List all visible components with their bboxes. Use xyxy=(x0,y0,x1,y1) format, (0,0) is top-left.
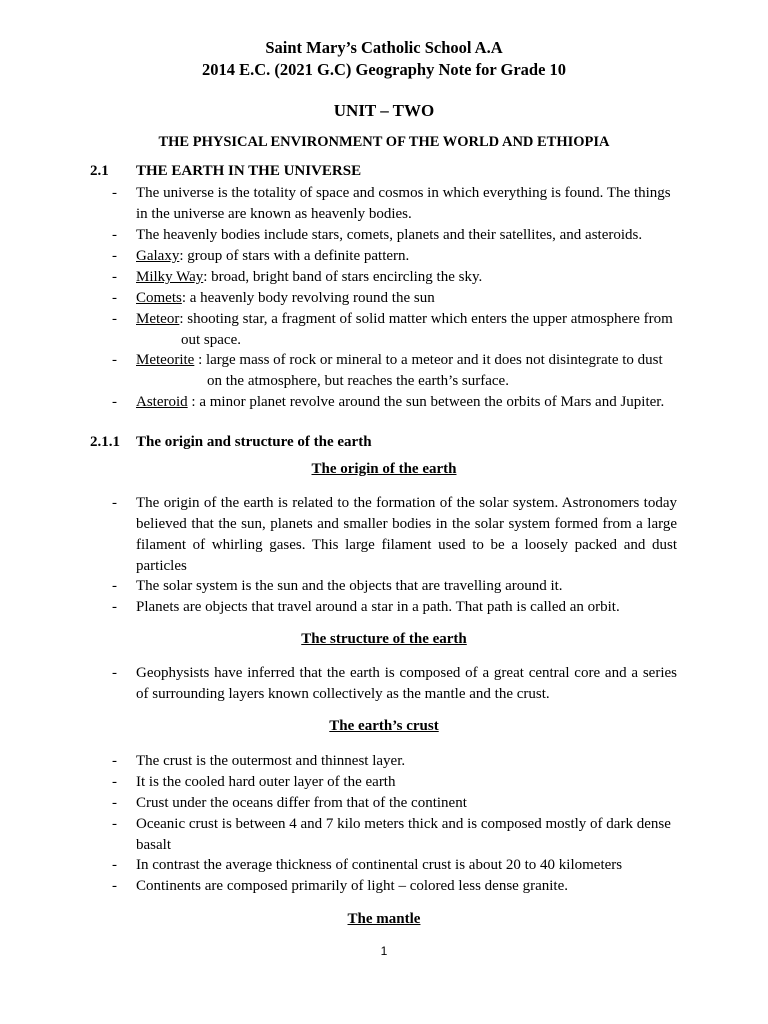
page-number: 1 xyxy=(380,944,388,958)
bullet-dash: - xyxy=(112,878,117,894)
definition-cont: on the atmosphere, but reaches the earth’s surface. xyxy=(207,373,509,389)
bullet-dash: - xyxy=(112,185,117,201)
bullet-text: Continents are composed primarily of light – colored less dense granite. xyxy=(136,878,568,894)
paragraph-line: believed that the sun, planets and smaller bodies in the solar system formed from a large xyxy=(136,516,677,532)
bullet-text: The heavenly bodies include stars, comets, planets and their satellites, and asteroids. xyxy=(136,227,643,243)
definition: : large mass of rock or mineral to a meteor and it does not disintegrate to dust xyxy=(194,352,663,368)
bullet-text: Oceanic crust is between 4 and 7 kilo meters thick and is composed mostly of dark dense xyxy=(136,816,671,832)
bullet-dash: - xyxy=(112,495,117,511)
bullet-dash: - xyxy=(112,352,117,368)
bullet-text: The crust is the outermost and thinnest layer. xyxy=(136,753,406,769)
heading-structure: The structure of the earth xyxy=(301,631,467,647)
term-comets: Comets xyxy=(136,290,182,306)
heading-origin: The origin of the earth xyxy=(311,461,457,477)
definition: : broad, bright band of stars encircling the sky. xyxy=(203,269,483,285)
term-milky-way: Milky Way xyxy=(136,269,204,285)
bullet-dash: - xyxy=(112,578,117,594)
school-name: Saint Mary’s Catholic School A.A xyxy=(265,38,503,57)
definition: : shooting star, a fragment of solid matter which enters the upper atmosphere from xyxy=(179,311,673,327)
paragraph-line: filament of whirling gases. This large filament used to be a loosely packed and dust xyxy=(136,537,677,553)
term-meteorite: Meteorite xyxy=(136,352,195,368)
definition: : a minor planet revolve around the sun between the orbits of Mars and Jupiter. xyxy=(187,394,665,410)
bullet-text-cont: in the universe are known as heavenly bodies. xyxy=(136,206,412,222)
bullet-text: The solar system is the sun and the objects that are travelling around it. xyxy=(136,578,563,594)
unit-title: UNIT – TWO xyxy=(333,101,435,120)
paragraph-line: The origin of the earth is related to the formation of the solar system. Astronomers today xyxy=(136,495,677,511)
paragraph-line: particles xyxy=(136,558,187,574)
bullet-dash: - xyxy=(112,290,117,306)
bullet-text-cont: basalt xyxy=(136,837,171,853)
bullet-dash: - xyxy=(112,227,117,243)
definition-cont: out space. xyxy=(181,332,241,348)
heading-mantle: The mantle xyxy=(347,911,421,927)
bullet-dash: - xyxy=(112,857,117,873)
bullet-dash: - xyxy=(112,311,117,327)
bullet-dash: - xyxy=(112,248,117,264)
paragraph-line: of surrounding layers known collectively as the mantle and the crust. xyxy=(136,686,550,702)
definition: : group of stars with a definite pattern. xyxy=(179,248,410,264)
bullet-dash: - xyxy=(112,753,117,769)
bullet-dash: - xyxy=(112,774,117,790)
bullet-dash: - xyxy=(112,816,117,832)
bullet-dash: - xyxy=(112,599,117,615)
unit-subtitle: THE PHYSICAL ENVIRONMENT OF THE WORLD AND ETHIOPIA xyxy=(158,134,610,150)
bullet-text: Planets are objects that travel around a star in a path. That path is called an orbit. xyxy=(136,599,620,615)
term-asteroid: Asteroid xyxy=(136,394,188,410)
definition: : a heavenly body revolving round the sun xyxy=(181,290,435,306)
heading-crust: The earth’s crust xyxy=(329,718,439,734)
term-galaxy: Galaxy xyxy=(136,248,180,264)
bullet-dash: - xyxy=(112,269,117,285)
bullet-dash: - xyxy=(112,394,117,410)
term-meteor: Meteor xyxy=(136,311,180,327)
subsection-title: The origin and structure of the earth xyxy=(136,434,372,450)
subsection-number: 2.1.1 xyxy=(90,434,120,450)
bullet-text: Crust under the oceans differ from that of the continent xyxy=(136,795,467,811)
bullet-text: It is the cooled hard outer layer of the earth xyxy=(136,774,396,790)
paragraph-line: Geophysists have inferred that the earth is composed of a great central core and a series xyxy=(136,665,677,681)
section-number: 2.1 xyxy=(90,163,109,179)
section-title: THE EARTH IN THE UNIVERSE xyxy=(136,163,362,179)
bullet-text: The universe is the totality of space and cosmos in which everything is found. The things xyxy=(136,185,671,201)
bullet-text: In contrast the average thickness of continental crust is about 20 to 40 kilometers xyxy=(136,857,623,873)
course-title: 2014 E.C. (2021 G.C) Geography Note for Grade 10 xyxy=(201,60,567,79)
bullet-dash: - xyxy=(112,665,117,681)
bullet-dash: - xyxy=(112,795,117,811)
